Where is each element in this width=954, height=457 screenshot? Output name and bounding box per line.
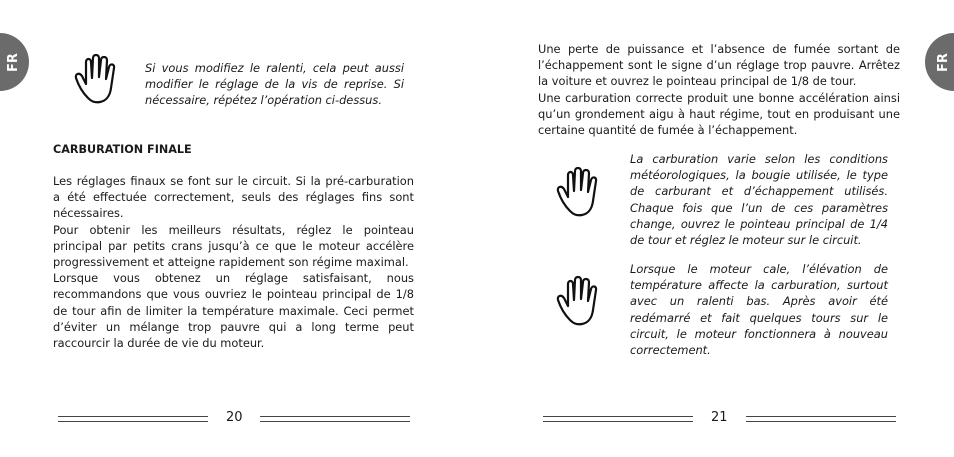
right-body-text — [538, 41, 900, 138]
note-weather-conditions: La carburation varie selon les conditions météorologiques, la bougie utilisée, le type de carburant et d’échappement utilisés. Chaque fois que l’un de ces paramètres change, ouvrez le pointeau principal de 1/4 de tour et réglez le moteur sur le circuit. — [630, 152, 888, 248]
hand-warning-icon — [550, 272, 606, 328]
page-number-right: 21 — [711, 410, 728, 425]
footer-rule — [543, 416, 693, 422]
language-tab-left — [0, 33, 29, 91]
paragraph: Une carburation correcte produit une bonne accélération ainsi qu’un grondement aigu à haut régime, tout en produisant une certaine quantité de fumée à l’échappement. — [538, 90, 900, 138]
page-number-left: 20 — [226, 410, 243, 425]
paragraph: Une perte de puissance et l’absence de fumée sortant de l’échappement sont le signe d’un réglage trop pauvre. Arrêtez la voiture et ouvrez le pointeau principal de 1/8 de tour. — [538, 42, 900, 89]
language-tab-label: FR — [935, 53, 951, 72]
paragraph: Pour obtenir les meilleurs résultats, réglez le pointeau principal par petits crans jusqu’à ce que le moteur accélère progressivement et atteigne rapidement son régime maximal. — [53, 222, 414, 270]
language-tab-right — [925, 33, 954, 91]
section-heading: CARBURATION FINALE — [53, 143, 192, 156]
footer-rule — [746, 416, 896, 422]
note-idle-adjustment: Si vous modifiez le ralenti, cela peut aussi modifier le réglage de la vis de reprise. Si nécessaire, répétez l’opération ci-dessus. — [145, 61, 404, 108]
hand-warning-icon — [68, 50, 124, 106]
footer-rule — [58, 416, 208, 422]
left-body-text — [53, 173, 414, 351]
language-tab-label: FR — [5, 53, 21, 72]
footer-rule — [260, 416, 410, 422]
paragraph: Les réglages finaux se font sur le circuit. Si la pré-carburation a été effectuée correctement, seuls des réglages fins sont nécessaires. — [53, 174, 414, 221]
note-engine-stall: Lorsque le moteur cale, l’élévation de température affecte la carburation, surtout avec un ralenti bas. Après avoir été redémarré et fait quelques tours sur le circuit, le moteur fonctionnera à nouveau correctement. — [630, 262, 888, 358]
paragraph: Lorsque vous obtenez un réglage satisfaisant, nous recommandons que vous ouvriez le pointeau principal de 1/8 de tour afin de limiter la température maximale. Ceci permet d’éviter un mélange trop pauvre qui a long terme peut raccourcir la durée de vie du moteur. — [53, 271, 414, 351]
hand-warning-icon — [550, 163, 606, 219]
